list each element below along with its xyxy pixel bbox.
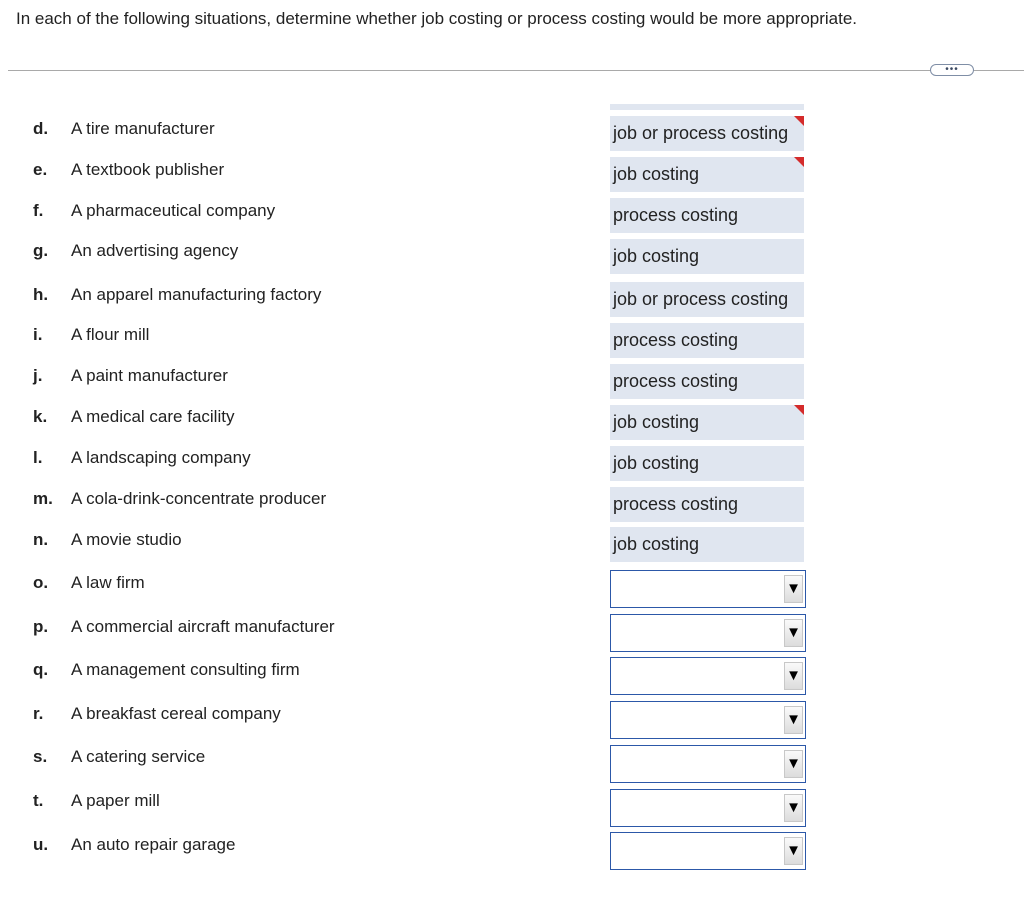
instructions-text: In each of the following situations, determine whether job costing or process costing would be more appropriate. xyxy=(16,9,858,28)
item-text: A catering service xyxy=(71,747,206,766)
answer-field[interactable] xyxy=(610,446,804,481)
item-letter: j. xyxy=(33,366,43,385)
answer-field[interactable] xyxy=(610,239,804,274)
question-row xyxy=(0,617,1024,653)
answer-field[interactable] xyxy=(610,198,804,233)
item-letter: m. xyxy=(33,489,53,508)
item-text: A movie studio xyxy=(71,530,182,549)
item-text: A paper mill xyxy=(71,791,160,810)
more-options-button[interactable]: ••• xyxy=(930,64,974,76)
dropdown-arrow-icon[interactable]: ▼ xyxy=(784,706,803,734)
answer-value: process costing xyxy=(613,330,739,350)
dropdown-arrow-icon[interactable]: ▼ xyxy=(784,619,803,647)
answer-value: job costing xyxy=(613,453,700,473)
question-row xyxy=(0,791,1024,827)
item-letter: u. xyxy=(33,835,49,854)
answer-value: job costing xyxy=(613,412,700,432)
answer-field[interactable] xyxy=(610,405,804,440)
item-text: A commercial aircraft manufacturer xyxy=(71,617,335,636)
answer-dropdown[interactable] xyxy=(610,570,806,608)
answer-value: process costing xyxy=(613,371,739,391)
answer-field[interactable] xyxy=(610,282,804,317)
item-letter: g. xyxy=(33,241,49,260)
item-letter: d. xyxy=(33,119,49,138)
answer-column-top xyxy=(610,104,804,110)
item-text: A flour mill xyxy=(71,325,150,344)
item-text: A landscaping company xyxy=(71,448,251,467)
question-row xyxy=(0,747,1024,783)
item-letter: e. xyxy=(33,160,48,179)
dropdown-arrow-icon[interactable]: ▼ xyxy=(784,575,803,603)
dropdown-arrow-icon[interactable]: ▼ xyxy=(784,837,803,865)
item-text: A tire manufacturer xyxy=(71,119,215,138)
question-row xyxy=(0,285,1024,321)
item-letter: f. xyxy=(33,201,44,220)
answer-field[interactable] xyxy=(610,116,804,151)
item-text: A breakfast cereal company xyxy=(71,704,281,723)
answer-field[interactable] xyxy=(610,487,804,522)
answer-field[interactable] xyxy=(610,157,804,192)
answer-value: job costing xyxy=(613,246,700,266)
question-row xyxy=(0,241,1024,277)
answer-field[interactable] xyxy=(610,527,804,562)
incorrect-flag-icon xyxy=(794,116,804,126)
answer-dropdown[interactable] xyxy=(610,701,806,739)
item-text: A management consulting firm xyxy=(71,660,300,679)
answer-value: process costing xyxy=(613,494,739,514)
question-row xyxy=(0,407,1024,443)
item-letter: k. xyxy=(33,407,48,426)
answer-value: job costing xyxy=(613,164,700,184)
answer-field[interactable] xyxy=(610,323,804,358)
item-text: A pharmaceutical company xyxy=(71,201,276,220)
dropdown-arrow-icon[interactable]: ▼ xyxy=(784,750,803,778)
item-letter: n. xyxy=(33,530,49,549)
question-row xyxy=(0,119,1024,155)
item-letter: t. xyxy=(33,791,44,810)
answer-dropdown[interactable] xyxy=(610,657,806,695)
answer-value: job costing xyxy=(613,534,700,554)
item-text: An advertising agency xyxy=(71,241,239,260)
item-text: A cola-drink-concentrate producer xyxy=(71,489,327,508)
incorrect-flag-icon xyxy=(794,157,804,167)
item-letter: q. xyxy=(33,660,49,679)
question-row xyxy=(0,704,1024,740)
dropdown-arrow-icon[interactable]: ▼ xyxy=(784,794,803,822)
divider xyxy=(8,70,1024,71)
answer-value: job or process costing xyxy=(613,289,789,309)
question-row xyxy=(0,448,1024,484)
item-letter: h. xyxy=(33,285,49,304)
question-row xyxy=(0,835,1024,871)
item-letter: s. xyxy=(33,747,48,766)
item-letter: o. xyxy=(33,573,49,592)
item-text: A paint manufacturer xyxy=(71,366,228,385)
item-text: A medical care facility xyxy=(71,407,235,426)
question-row xyxy=(0,489,1024,525)
answer-dropdown[interactable] xyxy=(610,789,806,827)
answer-value: job or process costing xyxy=(613,123,789,143)
item-letter: p. xyxy=(33,617,49,636)
question-row xyxy=(0,530,1024,566)
answer-dropdown[interactable] xyxy=(610,745,806,783)
question-row xyxy=(0,325,1024,361)
item-text: An apparel manufacturing factory xyxy=(71,285,322,304)
answer-value: process costing xyxy=(613,205,739,225)
item-letter: l. xyxy=(33,448,43,467)
dropdown-arrow-icon[interactable]: ▼ xyxy=(784,662,803,690)
item-text: An auto repair garage xyxy=(71,835,236,854)
question-row xyxy=(0,573,1024,609)
question-row xyxy=(0,160,1024,196)
answer-dropdown[interactable] xyxy=(610,832,806,870)
question-row xyxy=(0,366,1024,402)
item-text: A textbook publisher xyxy=(71,160,225,179)
incorrect-flag-icon xyxy=(794,405,804,415)
item-text: A law firm xyxy=(71,573,145,592)
item-letter: i. xyxy=(33,325,43,344)
answer-field[interactable] xyxy=(610,364,804,399)
answer-dropdown[interactable] xyxy=(610,614,806,652)
question-row xyxy=(0,660,1024,696)
question-row xyxy=(0,201,1024,237)
item-letter: r. xyxy=(33,704,44,723)
